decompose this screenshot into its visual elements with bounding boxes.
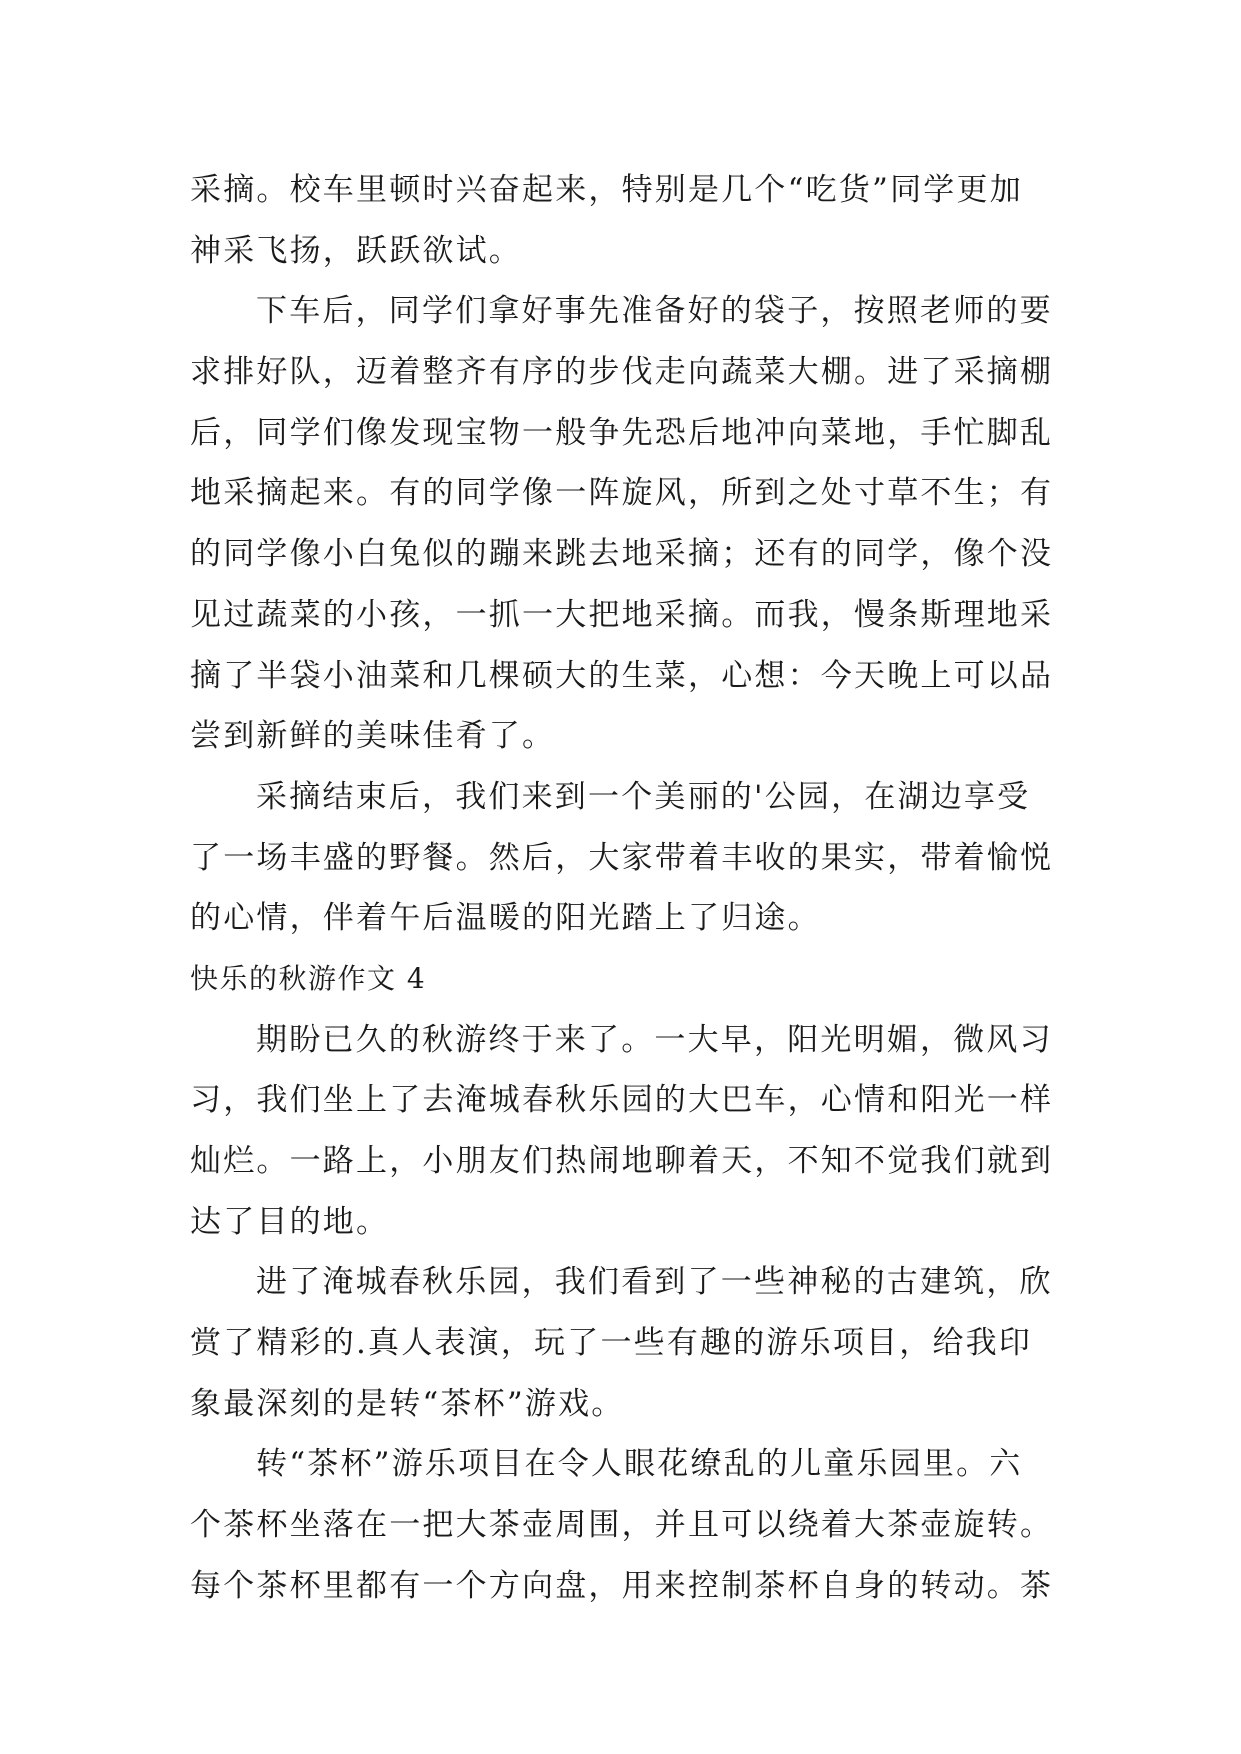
text-line: 摘了半袋小油菜和几棵硕大的生菜，心想：今天晚上可以品 — [190, 657, 1054, 694]
text-line: 采摘。校车里顿时兴奋起来，特别是几个“吃货”同学更加 — [190, 172, 1023, 208]
text-line: 达了目的地。 — [190, 1203, 390, 1240]
text-line: 尝到新鲜的美味佳肴了。 — [190, 718, 556, 755]
text-line: 后，同学们像发现宝物一般争先恐后地冲向菜地，手忙脚乱 — [190, 414, 1054, 451]
text-line: 采摘结束后，我们来到一个美丽的'公园，在湖边享受 — [256, 778, 1031, 815]
section-heading: 快乐的秋游作文 4 — [190, 961, 427, 995]
text-line: 象最深刻的是转“茶杯”游戏。 — [190, 1385, 625, 1422]
text-line: 习，我们坐上了去淹城春秋乐园的大巴车，心情和阳光一样 — [190, 1082, 1054, 1119]
text-line: 地采摘起来。有的同学像一阵旋风，所到之处寸草不生；有 — [190, 475, 1054, 512]
text-line: 见过蔬菜的小孩，一抓一大把地采摘。而我，慢条斯理地采 — [190, 596, 1054, 633]
text-line: 转“茶杯”游乐项目在令人眼花缭乱的儿童乐园里。六 — [256, 1446, 1023, 1483]
text-line: 的同学像小白兔似的蹦来跳去地采摘；还有的同学，像个没 — [190, 536, 1054, 573]
text-line: 赏了精彩的.真人表演，玩了一些有趣的游乐项目，给我印 — [190, 1325, 1033, 1362]
text-line: 下车后，同学们拿好事先准备好的袋子，按照老师的要 — [256, 293, 1053, 330]
text-line: 神采飞扬，跃跃欲试。 — [190, 232, 522, 269]
text-line: 灿烂。一路上，小朋友们热闹地聊着天，不知不觉我们就到 — [190, 1143, 1054, 1179]
text-line: 期盼已久的秋游终于来了。一大早，阳光明媚，微风习 — [256, 1021, 1053, 1058]
text-line: 进了淹城春秋乐园，我们看到了一些神秘的古建筑，欣 — [256, 1264, 1053, 1301]
essay-text — [190, 160, 1080, 1617]
text-line: 了一场丰盛的野餐。然后，大家带着丰收的果实，带着愉悦 — [190, 839, 1054, 876]
text-line: 个茶杯坐落在一把大茶壶周围，并且可以绕着大茶壶旋转。 — [190, 1507, 1054, 1544]
text-line: 的心情，伴着午后温暖的阳光踏上了归途。 — [190, 900, 821, 937]
text-line: 每个茶杯里都有一个方向盘，用来控制茶杯自身的转动。茶 — [190, 1567, 1054, 1604]
text-line: 求排好队，迈着整齐有序的步伐走向蔬菜大棚。进了采摘棚 — [190, 354, 1054, 391]
